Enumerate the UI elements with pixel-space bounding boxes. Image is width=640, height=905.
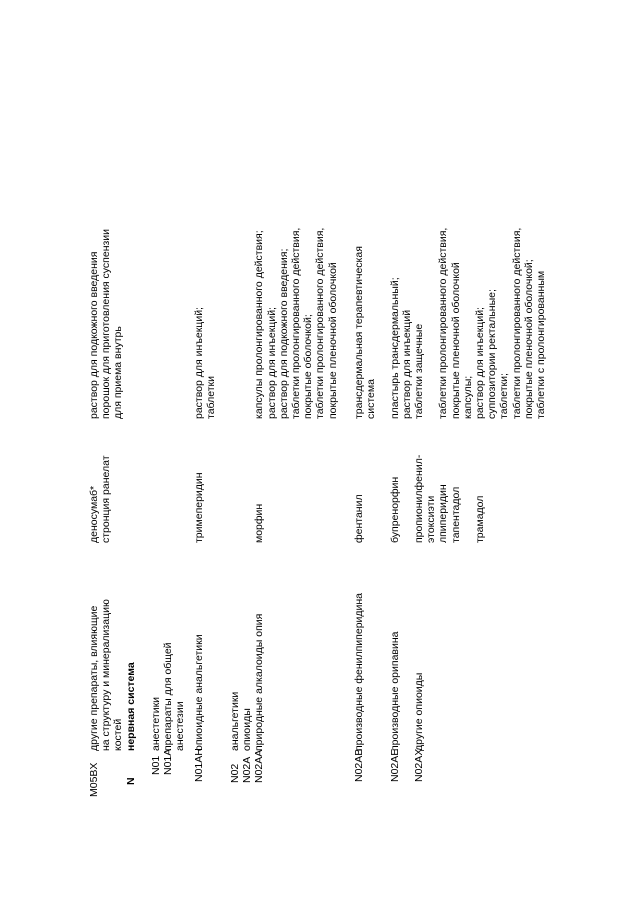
atc-code: N02AE (389, 748, 401, 782)
atc-group-name: опиоидные анальгетики (193, 634, 205, 751)
drug-name: деносумаб* стронция ранелат (88, 455, 113, 543)
atc-group-name: другие препараты, влияющие на структуру и минерализацию костей (88, 599, 125, 751)
atc-group-name: анестетики препараты для общей анестезии (150, 642, 187, 751)
atc-code: N01AH (193, 748, 205, 782)
drug-name: тримеперидин (193, 472, 205, 543)
atc-code: N (125, 777, 137, 785)
dosage-forms: пластырь трансдермальный; раствор для инъекций (389, 277, 414, 419)
atc-code: N02AX (413, 748, 425, 782)
drug-name: пропионилфенил-этоксиэти лпиперидин тапентадол трамадол (413, 454, 487, 543)
atc-group-name: анальгетики опиоиды природные алкалоиды опия (229, 613, 266, 751)
atc-group-name: производные фенилпиперидина (353, 592, 365, 751)
dosage-forms: раствор для инъекций; таблетки (193, 307, 218, 419)
dosage-forms: раствор для подкожного введения порошок для приготовления суспензии для приема внутрь (88, 228, 125, 419)
drug-name: фентанил (353, 494, 365, 543)
atc-code: N01 N01A (150, 748, 175, 775)
atc-code: M05BX (88, 762, 100, 797)
atc-group-name: другие опиоиды (413, 672, 425, 751)
dosage-forms: капсулы пролонгированного действия; раствор для инъекций; раствор для подкожного введения; таблетки пролонгированного действия, покрытые оболочкой; таблетки пролонгированного действия, покрытые пленочной оболочкой (253, 227, 339, 419)
drug-name: морфин (253, 503, 266, 543)
dosage-forms: таблетки защечные таблетки пролонгированного действия, покрытые пленочной оболочкой капсулы; раствор для инъекций; суппозитории ректальные; таблетки; таблетки пролонгированного действия, покрытые пленочной оболочкой; таблетки с пролонгированным (413, 227, 548, 419)
atc-group-name: нервная система (125, 662, 137, 751)
atc-group-name: производные орипавина (389, 631, 401, 751)
atc-code: N02AB (353, 748, 365, 782)
atc-code: N02 N02A N02AA (229, 749, 266, 783)
drug-name: бупренорфин (389, 476, 401, 543)
dosage-forms: трансдермальная терапевтическая система (353, 246, 378, 419)
